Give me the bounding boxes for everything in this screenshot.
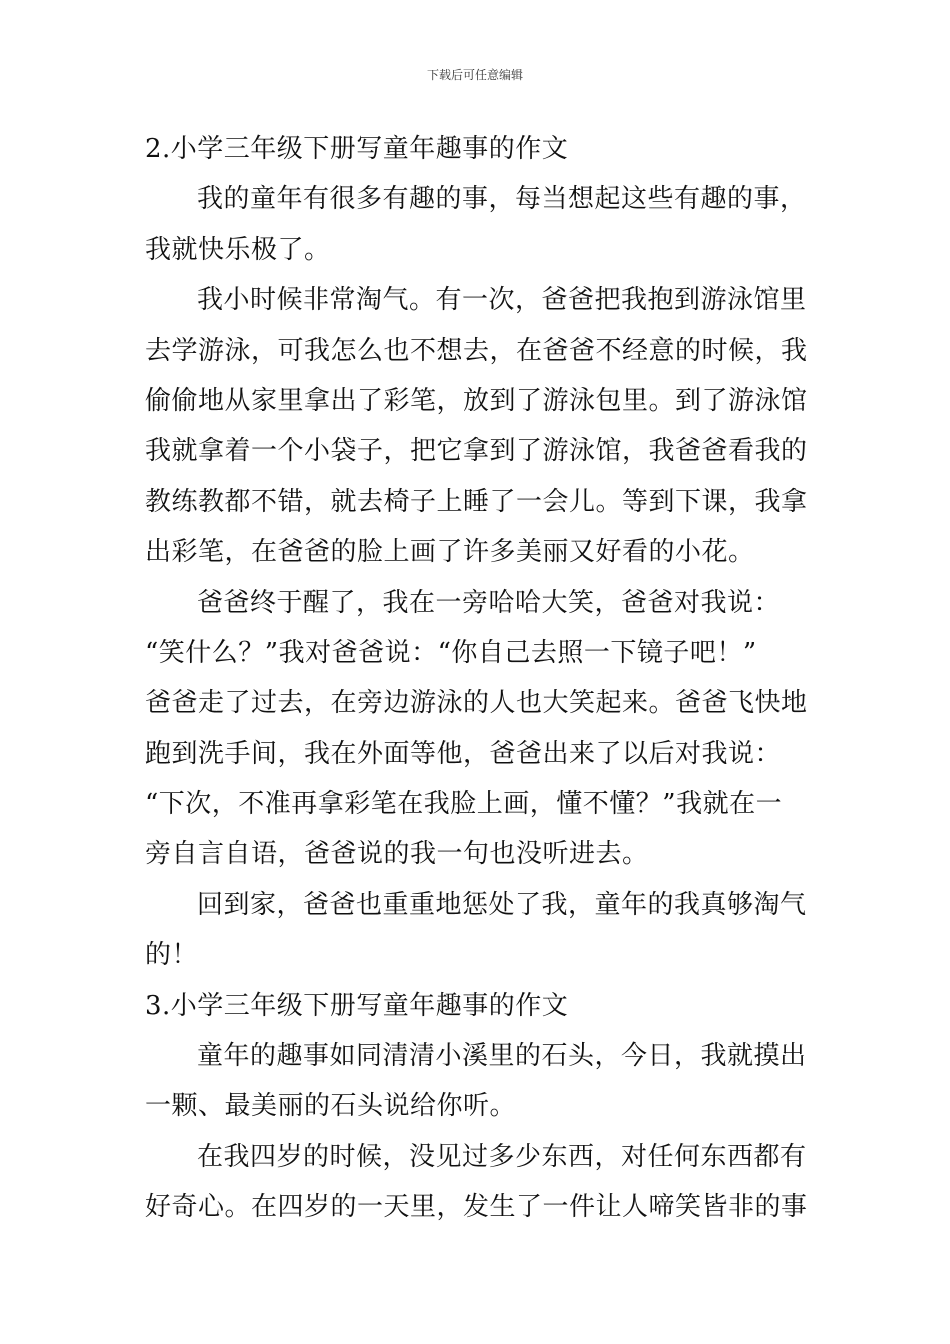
- text-line: 爸爸走了过去，在旁边游泳的人也大笑起来。爸爸飞快地: [145, 688, 808, 719]
- text-line: 回到家，爸爸也重重地惩处了我，童年的我真够淘气: [197, 889, 807, 920]
- text-line: 一颗、最美丽的石头说给你听。: [145, 1091, 517, 1122]
- text-line: 教练教都不错，就去椅子上睡了一会儿。等到下课，我拿: [145, 486, 808, 517]
- text-line: 爸爸终于醒了，我在一旁哈哈大笑，爸爸对我说：: [197, 587, 781, 618]
- text-line: 在我四岁的时候，没见过多少东西，对任何东西都有: [197, 1141, 807, 1172]
- text-line: 的！: [145, 940, 199, 971]
- text-line: 我就拿着一个小袋子，把它拿到了游泳馆，我爸爸看我的: [145, 436, 808, 467]
- text-line: 3.小学三年级下册写童年趣事的作文: [145, 990, 569, 1021]
- text-line: 我就快乐极了。: [145, 234, 331, 265]
- text-line: 童年的趣事如同清清小溪里的石头，今日，我就摸出: [197, 1041, 807, 1072]
- document-body: [145, 124, 810, 1233]
- text-line: 出彩笔，在爸爸的脸上画了许多美丽又好看的小花。: [145, 537, 755, 568]
- text-line: 旁自言自语，爸爸说的我一句也没听进去。: [145, 839, 649, 870]
- page-header: 下载后可任意编辑: [426, 68, 523, 82]
- text-line: 偷偷地从家里拿出了彩笔，放到了游泳包里。到了游泳馆: [145, 385, 808, 416]
- text-line: 好奇心。在四岁的一天里，发生了一件让人啼笑皆非的事: [145, 1192, 808, 1223]
- text-line: 我小时候非常淘气。有一次，爸爸把我抱到游泳馆里: [197, 285, 807, 316]
- text-line: “笑什么？”我对爸爸说：“你自己去照一下镜子吧！”: [145, 637, 757, 668]
- text-line: “下次，不准再拿彩笔在我脸上画，懂不懂？”我就在一: [145, 789, 783, 820]
- text-line: 跑到洗手间，我在外面等他，爸爸出来了以后对我说：: [145, 738, 782, 769]
- text-line: 我的童年有很多有趣的事，每当想起这些有趣的事，: [197, 184, 807, 215]
- text-line: 去学游泳，可我怎么也不想去，在爸爸不经意的时候，我: [145, 335, 808, 366]
- text-line: 2.小学三年级下册写童年趣事的作文: [145, 134, 569, 164]
